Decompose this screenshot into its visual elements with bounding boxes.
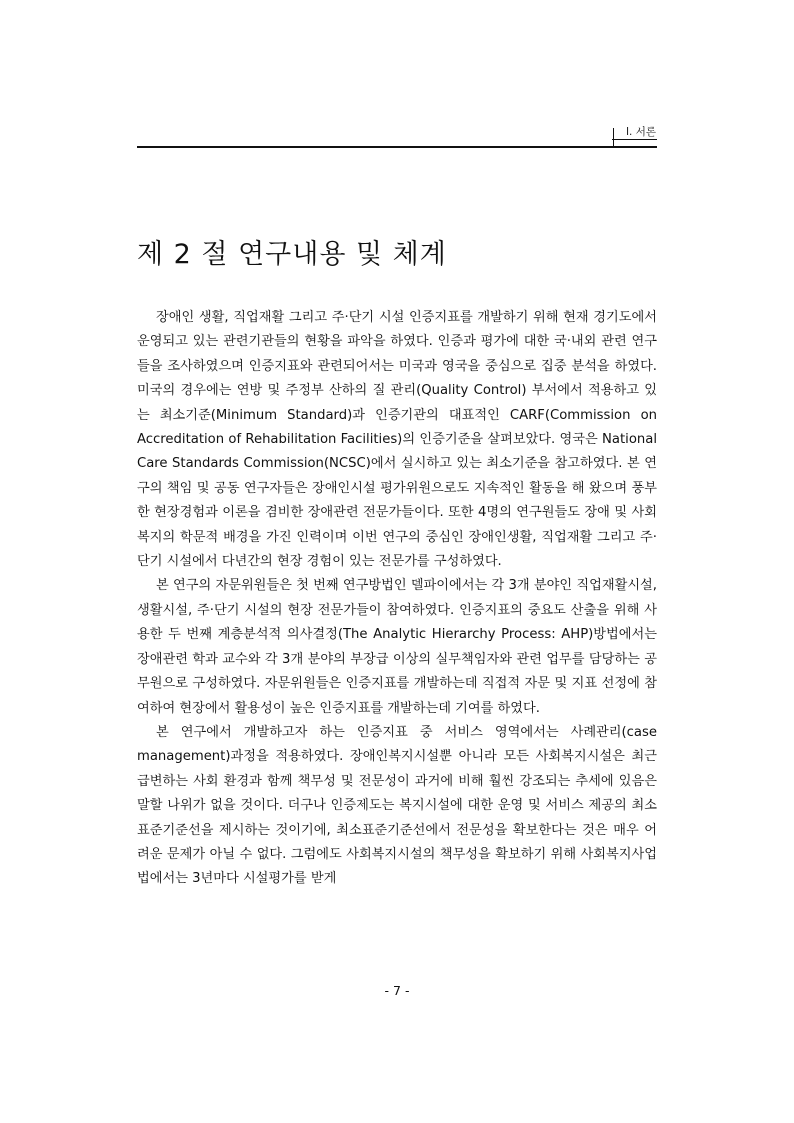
body-text (137, 306, 657, 892)
paragraph: 본 연구에서 개발하고자 하는 인증지표 중 서비스 영역에서는 사례관리(case management)과정을 적용하였다. 장애인복지시설뿐 아니라 모든 사회복지시설은 최근 급변하는 사회 환경과 함께 책무성 및 전문성이 과거에 비해 훨씬 강조되는 추세에 있음은 말할 나위가 없을 것이다. 더구나 인증제도는 복지시설에 대한 운영 및 서비스 제공의 최소표준기준선을 제시하는 것이기에, 최소표준기준선에서 전문성을 확보한다는 것은 매우 어려운 문제가 아닐 수 없다. 그럼에도 사회복지시설의 책무성을 확보하기 위해 사회복지사업법에서는 3년마다 시설평가를 받게 (137, 724, 657, 887)
running-header: Ⅰ. 서론 (625, 126, 656, 138)
header-rule (137, 146, 657, 148)
section-title: 제 2 절 연구내용 및 체계 (137, 239, 447, 270)
paragraph: 본 연구의 자문위원들은 첫 번째 연구방법인 델파이에서는 각 3개 분야인 직업재활시설, 생활시설, 주·단기 시설의 현장 전문가들이 참여하였다. 인증지표의 중요도 산출을 위해 사용한 두 번째 계층분석적 의사결정(The Analytic Hierarchy Process: AHP)방법에서는 장애관련 학과 교수와 각 3개 분야의 부장급 이상의 실무책임자와 관련 업무를 담당하는 공무원으로 구성하였다. 자문위원들은 인증지표를 개발하는데 직접적 자문 및 지표 선정에 참여하여 현장에서 활용성이 높은 인증지표를 개발하는데 기여를 하였다. (137, 578, 657, 716)
page-number: - 7 - (384, 983, 410, 998)
paragraph: 장애인 생활, 직업재활 그리고 주·단기 시설 인증지표를 개발하기 위해 현재 경기도에서 운영되고 있는 관련기관들의 현황을 파악을 하였다. 인증과 평가에 대한 국·내외 관련 연구들을 조사하였으며 인증지표와 관련되어서는 미국과 영국을 중심으로 집중 분석을 하였다. 미국의 경우에는 연방 및 주정부 산하의 질 관리(Quality Control) 부서에서 적용하고 있는 최소기준(Minimum Standard)과 인증기관의 대표적인 CARF(Commission on Accreditation of Rehabilitation Facilities)의 인증기준을 살펴보았다. 영국은 National Care Standards Commission(NCSC)에서 실시하고 있는 최소기준을 참고하였다. 본 연구의 책임 및 공동 연구자들은 장애인시설 평가위원으로도 지속적인 활동을 해 왔으며 풍부한 현장경험과 이론을 겸비한 장애관련 전문가들이다. 또한 4명의 연구원들도 장애 및 사회복지의 학문적 배경을 가진 인력이며 이번 연구의 중심인 장애인생활, 직업재활 그리고 주·단기 시설에서 다년간의 현장 경험이 있는 전문가를 구성하였다. (137, 310, 657, 570)
